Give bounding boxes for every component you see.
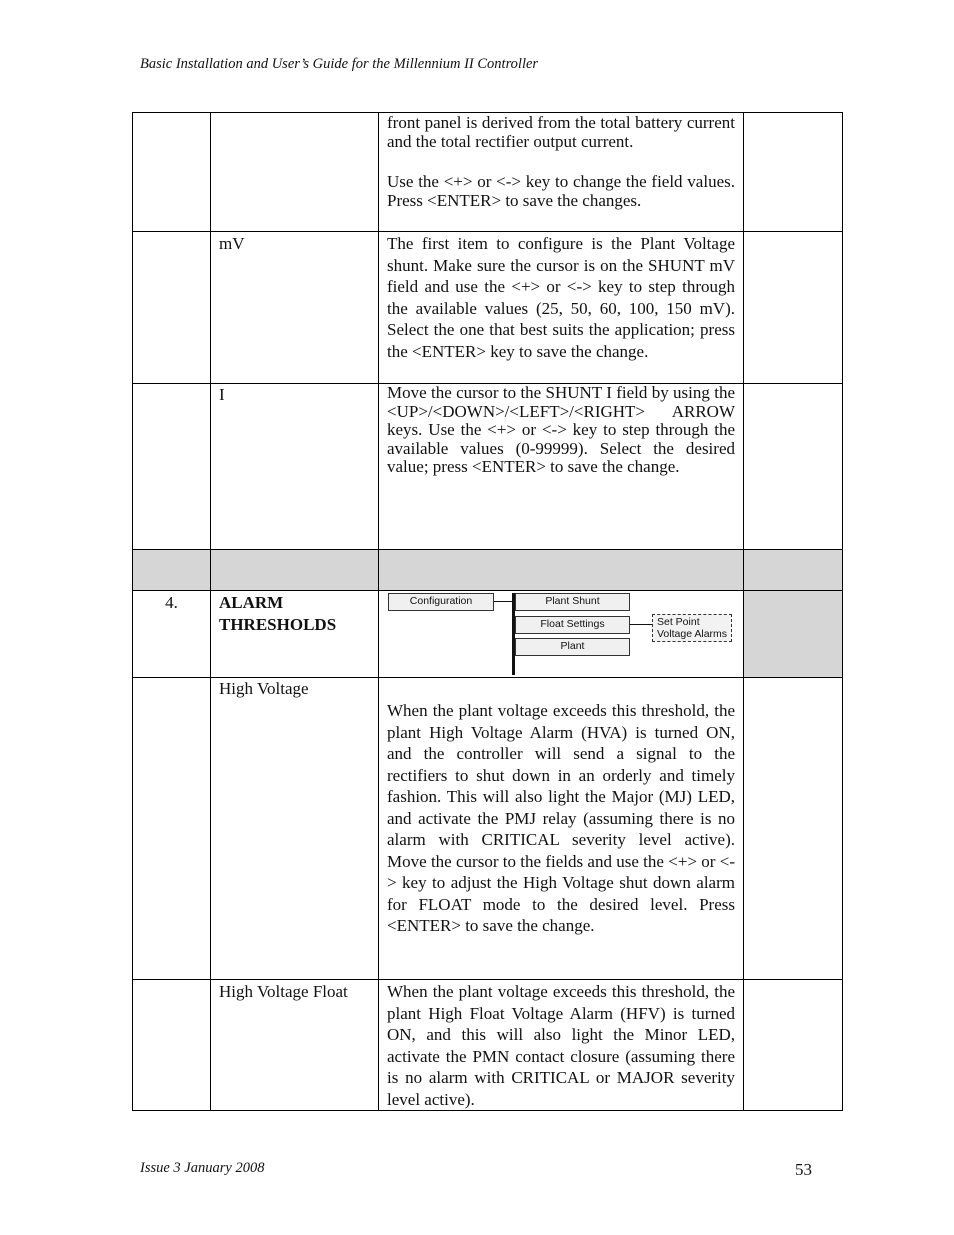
shaded-cell xyxy=(744,591,843,678)
cell-number xyxy=(133,232,211,384)
cell-number xyxy=(133,113,211,232)
cell-description: The first item to configure is the Plant Voltage shunt. Make sure the cursor is on the SHUNT mV field and use the <+> or <-> key to step through the available values (25, 50, 60, 100, 150 mV). Select the one that best suits the application; press the <ENTER> key to save the change. xyxy=(379,232,744,384)
cell-item: mV xyxy=(211,232,379,384)
cell-menu-diagram xyxy=(379,591,744,678)
table-row xyxy=(133,980,843,1111)
description-text: Use the <+> or <-> key to change the field values. Press <ENTER> to save the changes. xyxy=(387,172,735,210)
shaded-cell xyxy=(211,550,379,591)
voltage-alarms-label: Voltage Alarms xyxy=(657,628,728,640)
section-number: 4. xyxy=(133,591,211,678)
table-row xyxy=(133,384,843,550)
settings-table xyxy=(132,112,843,1111)
connector-line xyxy=(630,624,652,625)
section-title xyxy=(211,591,379,678)
section-title-line: ALARM xyxy=(219,593,284,612)
set-point-label: Set Point xyxy=(657,616,700,628)
shaded-cell xyxy=(744,550,843,591)
menu-box-float-settings: Float Settings xyxy=(515,616,630,634)
menu-box-plant: Plant xyxy=(515,638,630,656)
cell-notes xyxy=(744,232,843,384)
connector-line xyxy=(494,601,514,602)
cell-number xyxy=(133,980,211,1111)
menu-box-plant-shunt: Plant Shunt xyxy=(515,593,630,611)
page-number: 53 xyxy=(795,1160,812,1179)
menu-path-diagram xyxy=(383,591,733,675)
cell-item: High Voltage Float xyxy=(211,980,379,1111)
cell-description: When the plant voltage exceeds this threshold, the plant High Voltage Alarm (HVA) is turned ON, and the controller will send a signal to the rectifiers to shut down in an orderly and timely fashion. This will also light the Major (MJ) LED, and activate the PMJ relay (assuming there is no alarm with CRITICAL severity level active). Move the cursor to the fields and use the <+> or <-> key to adjust the High Voltage shut down alarm for FLOAT mode to the desired level. Press <ENTER> to save the change. xyxy=(379,678,744,980)
table-row xyxy=(133,232,843,384)
cell-item: I xyxy=(211,384,379,550)
cell-description xyxy=(379,113,744,232)
shaded-cell xyxy=(133,550,211,591)
cell-notes xyxy=(744,678,843,980)
menu-box-configuration: Configuration xyxy=(388,593,494,611)
running-header: Basic Installation and User’s Guide for the Millennium II Controller xyxy=(140,56,539,72)
footer-issue: Issue 3 January 2008 xyxy=(140,1160,265,1176)
section-title-line: THRESHOLDS xyxy=(219,614,337,634)
menu-box-set-point-voltage-alarms xyxy=(652,614,732,642)
cell-description: When the plant voltage exceeds this threshold, the plant High Float Voltage Alarm (HFV) is turned ON, and this will also light the Minor LED, activate the PMN contact closure (assuming there is no alarm with CRITICAL or MAJOR severity level active). xyxy=(379,980,744,1111)
cell-notes xyxy=(744,384,843,550)
description-text: front panel is derived from the total battery current and the total rectifier output current. xyxy=(387,113,735,151)
cell-description: Move the cursor to the SHUNT I field by using the <UP>/<DOWN>/<LEFT>/<RIGHT> ARROW keys. Use the <+> or <-> key to step through the available values (0-99999). Select the desired value; press <ENTER> to save the change. xyxy=(379,384,744,550)
table-row xyxy=(133,113,843,232)
cell-notes xyxy=(744,113,843,232)
table-row xyxy=(133,678,843,980)
table-row-section xyxy=(133,591,843,678)
cell-item: High Voltage xyxy=(211,678,379,980)
cell-number xyxy=(133,384,211,550)
shaded-cell xyxy=(379,550,744,591)
cell-item xyxy=(211,113,379,232)
cell-number xyxy=(133,678,211,980)
table-row-shaded xyxy=(133,550,843,591)
cell-notes xyxy=(744,980,843,1111)
